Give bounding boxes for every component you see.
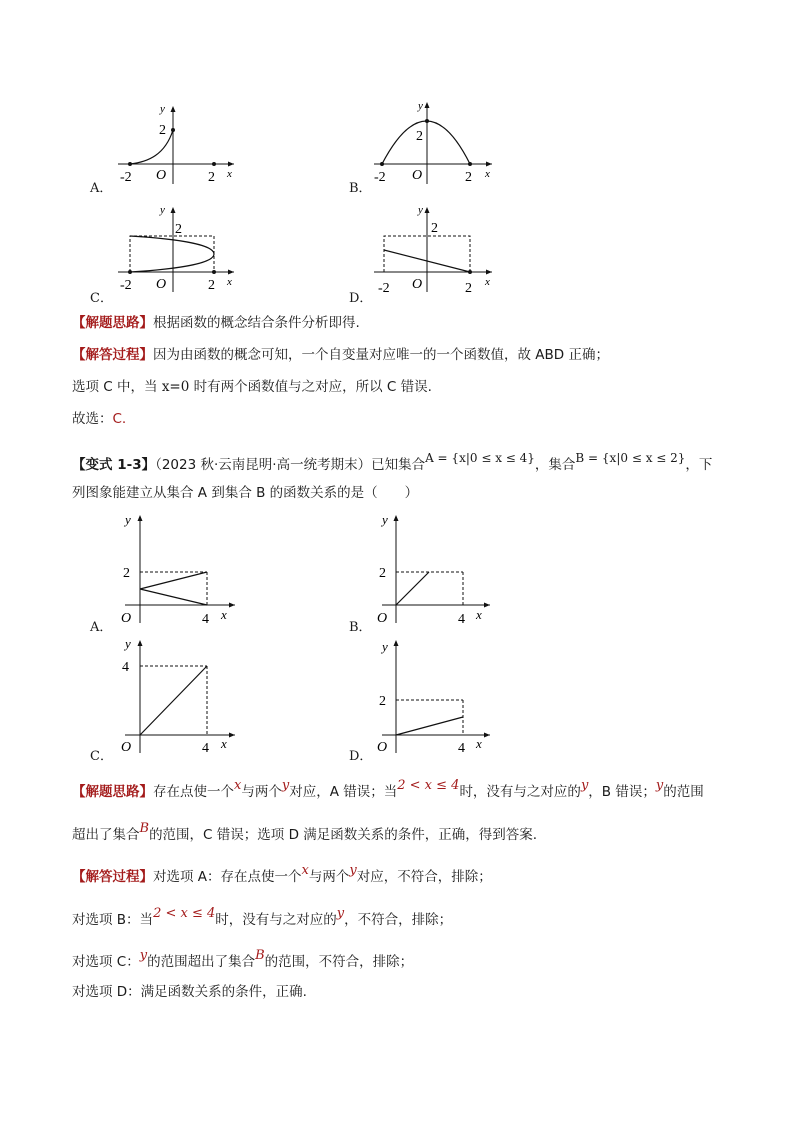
x-axis-arrow [229, 603, 235, 608]
text-segment: 的范围 [663, 784, 704, 800]
tick-neg-label: -2 [120, 170, 132, 185]
idea-text: 根据函数的概念结合条件分析即得. [153, 315, 360, 331]
option-letter: C． [90, 291, 113, 306]
graph-g1-d [368, 203, 508, 302]
var-y: y [336, 906, 345, 921]
question-text: 列图象能建立从集合 A 到集合 B 的函数关系的是（ ） [72, 485, 419, 501]
x-axis-arrow [228, 162, 234, 167]
y-axis-arrow [138, 515, 143, 521]
tick-point [212, 162, 216, 166]
origin-label: O [412, 168, 423, 183]
y-axis-arrow [171, 106, 176, 112]
answer-line [72, 409, 126, 429]
origin-label: O [156, 168, 167, 183]
process-tag: 【解答过程】 [72, 347, 153, 363]
tick-x-label: 4 [202, 612, 209, 627]
x-axis-label: x [221, 736, 227, 751]
text-segment: 对选项 D：满足函数关系的条件，正确. [72, 984, 307, 1000]
text-segment: 对应，A 错误；当 [289, 784, 398, 800]
text-segment: 对选项 B：当 [72, 912, 154, 928]
graph-curve [130, 236, 214, 272]
process-line-2c [72, 948, 414, 973]
dashed-box [130, 236, 214, 272]
idea-line-1 [72, 313, 360, 333]
tick-y-label: 2 [416, 129, 423, 144]
graph-g2-d [372, 632, 512, 761]
var-y: y [655, 778, 664, 793]
process-line-2 [72, 377, 432, 397]
var-b: B [139, 821, 150, 836]
y-axis-label: y [382, 512, 388, 527]
text-segment: 对应，不符合，排除； [356, 869, 492, 885]
graph-g1-a [110, 100, 250, 194]
x-axis-arrow [486, 162, 492, 167]
y-axis-arrow [425, 102, 430, 108]
x-axis-label: x [476, 607, 482, 622]
tick-pos-label: 2 [465, 170, 472, 185]
graph-line [396, 717, 463, 735]
process-tag: 【解答过程】 [72, 869, 153, 885]
text-segment: 时，没有与之对应的 [215, 912, 337, 928]
endpoint [380, 162, 384, 166]
var-y: y [281, 778, 290, 793]
idea-tag: 【解题思路】 [72, 784, 153, 800]
answer-label: 故选： [72, 411, 113, 427]
y-axis-arrow [394, 640, 399, 646]
text-segment: 与两个 [241, 784, 282, 800]
tick-pos-label: 2 [465, 281, 472, 296]
var-y: y [580, 778, 589, 793]
origin-label: O [156, 277, 167, 292]
tick-x-label: 4 [202, 741, 209, 756]
tick-pos-label: 2 [208, 170, 215, 185]
process-line-2b [72, 906, 453, 931]
y-axis-arrow [394, 515, 399, 521]
tick-y-label: 2 [123, 566, 130, 581]
var-y: y [349, 863, 357, 878]
y-axis-arrow [171, 207, 176, 213]
graph-g1-c [110, 203, 250, 302]
y-axis-label: y [418, 204, 423, 216]
tick-y-label: 2 [379, 566, 386, 581]
option-letter: B． [349, 181, 372, 196]
y-axis-label: y [160, 103, 165, 115]
tick-y-label: 2 [159, 123, 166, 138]
text-segment: 对选项 A：存在点使一个 [153, 869, 302, 885]
option-letter: C． [90, 749, 113, 764]
x-axis-label: x [485, 276, 490, 288]
option-letter: D． [349, 291, 373, 306]
graph-line [396, 572, 429, 605]
graph-curve [130, 130, 173, 164]
y-axis-label: y [418, 100, 423, 112]
text-segment: 选项 C 中，当 [72, 379, 162, 395]
idea-tag: 【解题思路】 [72, 315, 153, 331]
question-line-2 [72, 483, 418, 503]
graph-curve [382, 121, 470, 164]
question-tag: 【变式 1-3】 [72, 457, 156, 473]
set-a: A = {x|0 ≤ x ≤ 4} [425, 451, 535, 465]
endpoint [128, 162, 132, 166]
var-y: y [139, 948, 148, 963]
graph-g2-b [372, 505, 512, 634]
text-segment: ，B 错误； [588, 784, 656, 800]
x-axis-label: x [227, 168, 232, 180]
graph-g2-a [115, 505, 255, 634]
process-text: 因为由函数的概念可知，一个自变量对应唯一的一个函数值，故 ABD 正确； [153, 347, 609, 363]
graph-line [140, 666, 207, 735]
endpoint [171, 128, 175, 132]
origin-label: O [377, 611, 388, 626]
tick-y-label: 2 [175, 222, 182, 237]
text-segment: ，集合 [534, 457, 576, 473]
x-axis-label: x [227, 276, 232, 288]
x-axis-arrow [228, 270, 234, 275]
option-letter: B． [349, 620, 372, 635]
math-inline: x=0 [161, 379, 190, 395]
inequality: 2 < x ≤ 4 [397, 778, 460, 793]
process-line-1 [72, 345, 609, 365]
inequality: 2 < x ≤ 4 [153, 906, 216, 921]
tick-pos-label: 2 [208, 278, 215, 293]
text-segment: 时，没有与之对应的 [459, 784, 581, 800]
tick-point [212, 270, 216, 274]
y-axis-arrow [138, 640, 143, 646]
origin-label: O [412, 277, 423, 292]
text-segment: 与两个 [308, 869, 350, 885]
graph-g1-b [368, 100, 508, 194]
x-axis-arrow [486, 270, 492, 275]
text-segment: 的范围超出了集合 [147, 954, 256, 970]
text-segment: 的范围，不符合，排除； [264, 954, 414, 970]
text-segment: ，不符合，排除； [344, 912, 453, 928]
endpoint [128, 270, 132, 274]
text-segment: ，下 [685, 457, 713, 473]
y-axis-arrow [425, 207, 430, 213]
tick-neg-label: -2 [120, 278, 132, 293]
x-axis-label: x [476, 736, 482, 751]
set-b: B = {x|0 ≤ x ≤ 2} [575, 451, 686, 465]
origin-label: O [121, 740, 132, 755]
answer-value: C. [112, 411, 127, 427]
option-letter: A． [90, 181, 113, 196]
question-line-1 [72, 451, 713, 475]
x-axis-arrow [484, 603, 490, 608]
y-axis-label: y [382, 639, 388, 654]
x-axis-label: x [221, 607, 227, 622]
option-letter: D． [349, 749, 373, 764]
tick-y-label: 2 [431, 221, 438, 236]
x-axis-label: x [485, 168, 490, 180]
y-axis-label: y [160, 204, 165, 216]
option-letter: A． [90, 620, 113, 635]
y-axis-label: y [125, 636, 131, 651]
tick-neg-label: -2 [374, 170, 386, 185]
process-line-2a [72, 863, 492, 888]
var-b: B [255, 948, 265, 963]
tick-y-label: 2 [379, 694, 386, 709]
tick-neg-label: -2 [378, 281, 390, 296]
endpoint [468, 162, 472, 166]
y-axis-label: y [125, 512, 131, 527]
tick-y-label: 4 [122, 660, 129, 675]
x-axis-arrow [484, 733, 490, 738]
idea-line-2b [72, 821, 538, 846]
text-segment: 对选项 C： [72, 954, 140, 970]
idea-line-2a [72, 778, 704, 803]
text-segment: 的范围，C 错误；选项 D 满足函数关系的条件，正确，得到答案. [149, 827, 538, 843]
endpoint [468, 270, 472, 274]
x-axis-arrow [229, 733, 235, 738]
var-x: x [301, 863, 309, 878]
question-source: （2023 秋·云南昆明·高一统考期末）已知集合 [155, 457, 426, 473]
origin-label: O [121, 611, 132, 626]
graph-g2-c [115, 632, 255, 761]
text-segment: 时有两个函数值与之对应，所以 C 错误. [189, 379, 432, 395]
tick-x-label: 4 [458, 741, 465, 756]
tick-x-label: 4 [458, 612, 465, 627]
text-segment: 超出了集合 [72, 827, 140, 843]
vertex-point [425, 119, 429, 123]
text-segment: 存在点使一个 [153, 784, 234, 800]
var-x: x [234, 778, 242, 793]
process-line-2d [72, 982, 307, 1002]
graph-line [140, 572, 207, 605]
origin-label: O [377, 740, 388, 755]
